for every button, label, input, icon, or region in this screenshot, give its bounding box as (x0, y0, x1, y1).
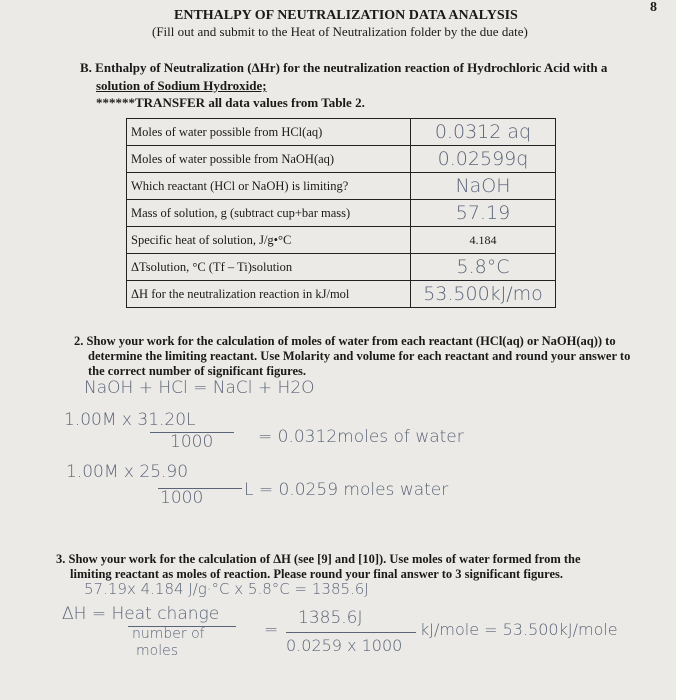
table-row (127, 119, 556, 146)
section-b-instruction: ******TRANSFER all data values from Table 2. (96, 95, 365, 110)
question-2-line2: determine the limiting reactant. Use Molarity and volume for each reactant and round your answer to (88, 349, 631, 363)
row-label-text: ΔH for the neutralization reaction in kJ/mol (131, 286, 350, 301)
q3-heat-calc: 57.19x 4.184 J/g·°C x 5.8°C = 1385.6J (84, 580, 369, 598)
handwritten-value: 0.02599q (437, 148, 529, 170)
page-subtitle: (Fill out and submit to the Heat of Neutralization folder by the due date) (152, 24, 528, 39)
row-label (127, 281, 411, 308)
handwritten-value: NaOH (455, 175, 511, 197)
row-value (411, 146, 556, 173)
row-label: Mass of solution, g (subtract cup+bar mass) (127, 200, 411, 227)
handwritten-value: 57.19 (455, 202, 511, 224)
typed-value: 4.184 (469, 232, 497, 247)
row-value (411, 254, 556, 281)
dh-denominator: 0.0259 x 1000 (286, 636, 403, 655)
section-b-line2: solution of Sodium Hydroxide; (96, 78, 267, 93)
dh-lhs: ΔH = Heat change (62, 604, 220, 624)
fraction-line (286, 632, 416, 633)
question-3-line2: limiting reactant as moles of reaction. Please round your final answer to 3 significant figures. (70, 567, 564, 581)
section-b-heading-cont (96, 78, 267, 94)
row-label: Moles of water possible from HCl(aq) (127, 119, 411, 146)
dh-lhs-den1: number of (132, 626, 205, 642)
calc2-numerator: 1.00M x 25.90 (66, 462, 189, 482)
calc2-result: L = 0.0259 moles water (244, 480, 449, 500)
table-row (127, 146, 556, 173)
row-label: Which reactant (HCl or NaOH) is limiting? (127, 173, 411, 200)
handwritten-value: 0.0312 aq (434, 121, 532, 143)
dh-result: kJ/mole = 53.500kJ/mole (420, 620, 618, 639)
table-row (127, 227, 556, 254)
handwritten-value: 5.8°C (456, 256, 510, 278)
table-row (127, 254, 556, 281)
dh-lhs-den2: moles (136, 643, 178, 659)
row-label: Moles of water possible from NaOH(aq) (127, 146, 411, 173)
dh-numerator: 1385.6J (298, 608, 363, 628)
calc2-denominator: 1000 (160, 488, 204, 508)
calc1-numerator: 1.00M x 31.20L (64, 410, 196, 430)
page-number: 8 (650, 0, 657, 15)
row-value (411, 227, 556, 254)
table-row (127, 200, 556, 227)
equals-sign: = (264, 620, 279, 640)
balanced-equation: NaOH + HCl = NaCl + H2O (84, 378, 315, 398)
row-value (411, 173, 556, 200)
handwritten-value: 53.500kJ/mo (423, 283, 543, 305)
row-label: Specific heat of solution, J/g•°C (127, 227, 411, 254)
section-b-heading: B. Enthalpy of Neutralization (ΔHr) for the neutralization reaction of Hydrochloric Acid with a (80, 60, 608, 75)
calc1-denominator: 1000 (170, 432, 214, 452)
row-value (411, 200, 556, 227)
row-value (411, 281, 556, 308)
row-label: ΔTsolution, °C (Tf – Ti)solution (127, 254, 411, 281)
page-title: ENTHALPY OF NEUTRALIZATION DATA ANALYSIS (174, 8, 518, 23)
question-3-line1: 3. Show your work for the calculation of ΔH (see [9] and [10]). Use moles of water formed from the (56, 552, 581, 566)
row-value (411, 119, 556, 146)
table-row (127, 173, 556, 200)
question-2-line1: 2. Show your work for the calculation of moles of water from each reactant (HCl(aq) or NaOH(aq)) to (74, 334, 616, 348)
question-2-line3: the correct number of significant figures. (88, 364, 307, 378)
calc1-result: = 0.0312moles of water (258, 427, 464, 447)
table-row (127, 281, 556, 308)
data-table (126, 118, 556, 308)
